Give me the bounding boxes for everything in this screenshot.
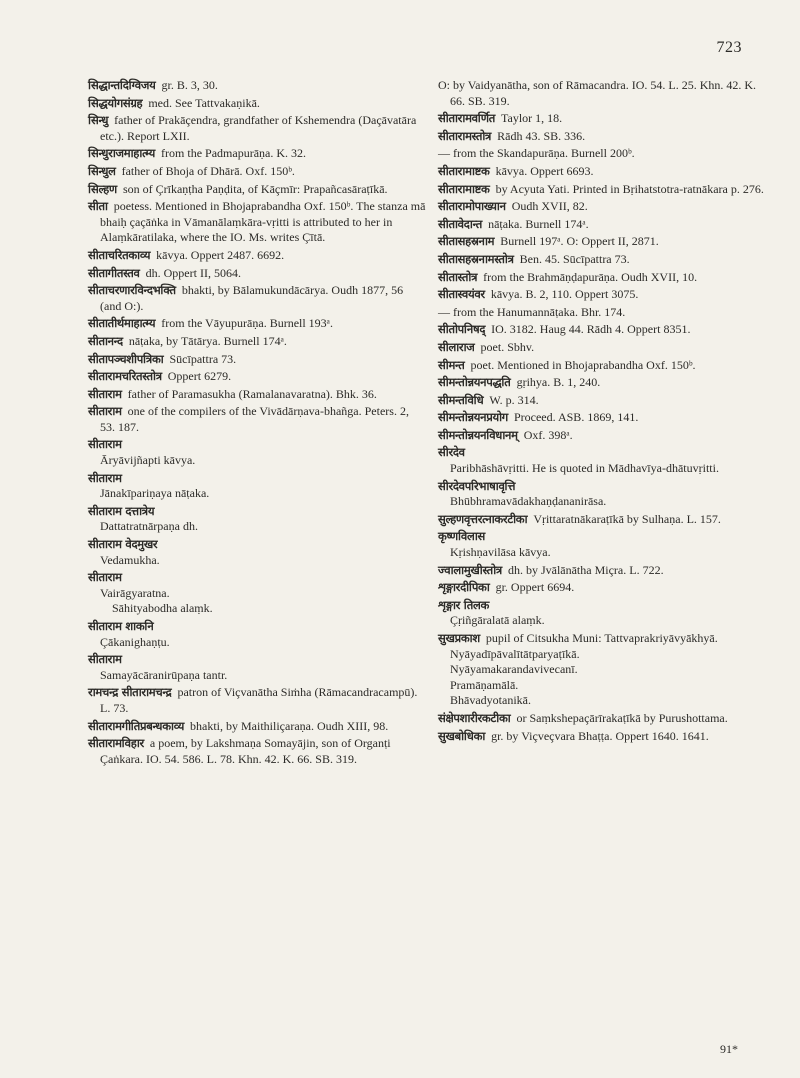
entry-text: kāvya. B. 2, 110. Oppert 3075. <box>490 287 639 302</box>
dictionary-entry <box>438 631 774 709</box>
headword: शृङ्गार तिलक <box>438 597 490 612</box>
entry-text: pupil of Citsukha Muni: Tattvaprakriyāvyākhyā. Nyāyadīpāvalītātparyaṭīkā. Nyāyamakarandavivecanī. Pramāṇamālā. Bhāvadyotanikā. <box>450 631 718 708</box>
headword: सीतातीर्थमाहात्म्य <box>88 316 156 331</box>
headword: सीतारामाष्टक <box>438 163 490 178</box>
dictionary-entry <box>438 375 774 391</box>
dictionary-entry <box>88 182 426 198</box>
entry-subtext: Vedamukha. <box>100 552 160 567</box>
headword: सीतारामवर्णित <box>438 111 495 126</box>
entry-text: Oxf. 398ᵃ. <box>523 427 573 442</box>
headword: सीतागीतस्तव <box>88 265 140 280</box>
headword: सीताराम <box>88 470 122 485</box>
dictionary-entry <box>88 387 426 403</box>
headword: सीताराम <box>88 386 122 401</box>
entry-text: Burnell 197ᵃ. O: Oppert II, 2871. <box>500 234 659 249</box>
headword: सिद्धान्तदिग्विजय <box>88 78 156 92</box>
headword: सीमन्तोन्नयनपद्धति <box>438 375 511 390</box>
entry-subtext: Çṛiñgāralatā alaṃk. <box>450 613 545 628</box>
headword: सीतासहस्रनामस्तोत्र <box>438 251 514 266</box>
signature-mark: 91* <box>720 1042 738 1057</box>
entry-text: gṛihya. B. 1, 240. <box>516 375 601 390</box>
dictionary-entry <box>438 252 774 268</box>
entry-text: from the Padmapurāṇa. K. 32. <box>161 146 307 161</box>
dictionary-entry <box>438 729 774 745</box>
headword: सीताराम दत्तात्रेय <box>88 503 155 518</box>
headword: सीतारामस्तोत्र <box>438 128 492 143</box>
entry-text: nāṭaka. Burnell 174ᵃ. <box>488 216 589 231</box>
headword: संक्षेपशारीरकटीका <box>438 710 511 725</box>
dictionary-entry <box>88 146 426 162</box>
entry-text: poet. Sbhv. <box>480 339 535 354</box>
dictionary-entry <box>438 529 774 560</box>
headword: सुल्हणवृत्तरत्नाकरटीका <box>438 511 528 526</box>
dictionary-entry <box>88 736 426 767</box>
dictionary-entry <box>88 316 426 332</box>
headword: सिल्हण <box>88 181 117 196</box>
dictionary-entry <box>88 570 426 617</box>
dictionary-entry <box>88 437 426 468</box>
dictionary-entry <box>88 352 426 368</box>
headword: सीतारामविहार <box>88 736 144 751</box>
headword: कृष्णविलास <box>438 529 485 544</box>
headword: सीमन्तोन्नयनप्रयोग <box>438 410 508 425</box>
dictionary-entry <box>438 512 774 528</box>
dictionary-entry <box>438 129 774 145</box>
headword: सुखबोधिका <box>438 728 486 743</box>
page-number: 723 <box>716 39 742 56</box>
dictionary-entry <box>438 322 774 338</box>
dictionary-entry <box>88 248 426 264</box>
dictionary-entry <box>88 652 426 683</box>
dictionary-entry <box>438 479 774 510</box>
headword: ज्वालामुखीस्तोत्र <box>438 562 502 577</box>
entry-subtext: Paribhāshāvṛitti. He is quoted in Mādhavīya-dhātuvṛitti. <box>450 461 719 476</box>
headword: सीताराम <box>88 437 122 452</box>
dictionary-entry <box>88 719 426 735</box>
entry-text: father of Prakāçendra, grandfather of Kshemendra (Daçāvatāra etc.). Report LXII. <box>100 113 417 143</box>
entry-text: one of the compilers of the Vivādārṇava-bhañga. Peters. 2, 53. 187. <box>100 404 409 434</box>
entry-subtext: Samayācāranirūpaṇa tantr. <box>100 667 228 682</box>
entry-text: kāvya. Oppert 6693. <box>495 163 594 178</box>
entry-text: Ben. 45. Sūcīpattra 73. <box>519 251 630 266</box>
entry-text: gr. Oppert 6694. <box>495 580 575 595</box>
headword: सीतास्वयंवर <box>438 287 485 302</box>
entry-text: O: by Vaidyanātha, son of Rāmacandra. IO. 54. L. 25. Khn. 42. K. 66. SB. 319. <box>438 78 757 108</box>
headword: सीताचरितकाव्य <box>88 247 151 262</box>
dictionary-entry <box>88 283 426 314</box>
headword: सीतापञ्चशीपत्रिका <box>88 351 164 366</box>
headword: सीतारामाष्टक <box>438 181 490 196</box>
headword: सीमन्तविधि <box>438 392 484 407</box>
entry-text: dh. Oppert II, 5064. <box>145 265 241 280</box>
headword: सीताराम <box>88 404 122 419</box>
right-column <box>438 78 774 746</box>
headword: सिन्धु <box>88 113 109 128</box>
dictionary-entry <box>88 78 426 94</box>
headword: रामचन्द्र सीतारामचन्द्र <box>88 685 172 700</box>
dictionary-entry <box>438 711 774 727</box>
dictionary-entry <box>438 580 774 596</box>
entry-text: patron of Viçvanātha Siṁha (Rāmacandracampū). L. 73. <box>100 685 418 715</box>
entry-text: a poem, by Lakshmaṇa Somayājin, son of Organṭi Çaṅkara. IO. 54. 586. L. 78. Khn. 42. K. 66. SB. 319. <box>100 736 391 766</box>
headword: सीतास्तोत्र <box>438 269 478 284</box>
entry-text: father of Paramasukha (Ramalanavaratna). Bhk. 36. <box>127 386 377 401</box>
entry-text: bhakti, by Maithiliçaraṇa. Oudh XIII, 98. <box>190 718 389 733</box>
dictionary-entry <box>438 182 774 198</box>
entry-text: Vṛittaratnākaraṭīkā by Sulhaṇa. L. 157. <box>533 511 721 526</box>
headword: सीरदेवपरिभाषावृत्ति <box>438 478 516 493</box>
headword: सीताराम <box>88 570 122 585</box>
entry-text: Oudh XVII, 82. <box>511 199 588 214</box>
dictionary-entry <box>88 164 426 180</box>
dictionary-entry <box>438 111 774 127</box>
entry-text: — from the Skandapurāṇa. Burnell 200ᵇ. <box>438 146 635 161</box>
dictionary-entry <box>88 619 426 650</box>
headword: सीतारामोपाख्यान <box>438 199 506 214</box>
entry-text: gr. B. 3, 30. <box>161 78 218 92</box>
dictionary-entry <box>438 428 774 444</box>
headword: सीताचरणारविन्दभक्ति <box>88 283 176 298</box>
dictionary-entry <box>88 199 426 246</box>
dictionary-entry <box>438 445 774 476</box>
headword: सीता <box>88 199 108 214</box>
headword: सिन्धुल <box>88 163 116 178</box>
dictionary-entry <box>438 563 774 579</box>
headword: सीमन्तोन्नयनविधानम् <box>438 427 518 442</box>
entry-text: by Acyuta Yati. Printed in Bṛihatstotra-ratnākara p. 276. <box>495 181 764 196</box>
entry-text: from the Brahmāṇḍapurāṇa. Oudh XVII, 10. <box>483 269 698 284</box>
dictionary-entry <box>438 393 774 409</box>
headword: सुखप्रकाश <box>438 631 480 645</box>
headword: सीरदेव <box>438 445 465 460</box>
entry-text: from the Vāyupurāṇa. Burnell 193ᵃ. <box>161 316 333 331</box>
entry-text: — from the Hanumannāṭaka. Bhr. 174. <box>438 304 626 319</box>
headword: सीताराम <box>88 652 122 667</box>
headword: सिद्धयोगसंग्रह <box>88 95 143 110</box>
entry-text: son of Çrīkaṇṭha Paṇḍita, of Kāçmīr: Prapañcasāraṭīkā. <box>122 181 388 196</box>
headword: सीमन्त <box>438 357 465 372</box>
dictionary-entry <box>88 334 426 350</box>
entry-subtext: Dattatratnārpaṇa dh. <box>100 519 198 534</box>
dictionary-entry <box>438 217 774 233</box>
headword: सीलाराज <box>438 339 475 354</box>
headword: सीतासहस्रनाम <box>438 234 495 249</box>
dictionary-entry <box>438 340 774 356</box>
entry-text: father of Bhoja of Dhārā. Oxf. 150ᵇ. <box>121 163 295 178</box>
entry-text: kāvya. Oppert 2487. 6692. <box>156 247 285 262</box>
dictionary-entry <box>438 164 774 180</box>
entry-text: med. See Tattvakaṇikā. <box>148 95 260 110</box>
entry-text: IO. 3182. Haug 44. Rādh 4. Oppert 8351. <box>491 322 691 337</box>
dictionary-entry <box>438 410 774 426</box>
headword: शृङ्गारदीपिका <box>438 580 490 595</box>
dictionary-entry <box>88 537 426 568</box>
headword: सीतारामगीतिप्रबन्धकाव्य <box>88 718 185 733</box>
entry-text: or Saṃkshepaçārīrakaṭīkā by Purushottama. <box>516 710 728 725</box>
entry-subtext: Āryāvijñapti kāvya. <box>100 453 196 468</box>
dictionary-entry <box>88 471 426 502</box>
entry-text: Sūcīpattra 73. <box>169 351 237 366</box>
entry-text: bhakti, by Bālamukundācārya. Oudh 1877, 56 (and O:). <box>100 283 404 313</box>
dictionary-entry <box>438 199 774 215</box>
entry-subtext: Çākanighaṇṭu. <box>100 634 170 649</box>
dictionary-entry <box>438 270 774 286</box>
dictionary-entry <box>88 685 426 716</box>
entry-text: W. p. 314. <box>489 392 539 407</box>
dictionary-entry <box>88 404 426 435</box>
entry-text: nāṭaka, by Tātārya. Burnell 174ᵃ. <box>128 333 287 348</box>
dictionary-entry <box>438 78 774 109</box>
dictionary-entry <box>438 598 774 629</box>
headword: सीतानन्द <box>88 333 123 348</box>
headword: सीताराम वेदमुखर <box>88 537 158 552</box>
headword: सीतोपनिषद् <box>438 322 486 337</box>
headword: सीतारामचरितस्तोत्र <box>88 369 162 384</box>
entry-text: poetess. Mentioned in Bhojaprabandha Oxf. 150ᵇ. The stanza mā bhaiḥ çaçāṅka in Vāmanālaṃkāra-vṛitti is attributed to her in Alaṃkāratilaka, where the IO. Ms. writes Çītā. <box>100 199 426 245</box>
headword: सीतावेदान्त <box>438 216 483 231</box>
entry-text: Taylor 1, 18. <box>501 111 563 126</box>
dictionary-entry <box>88 266 426 282</box>
dictionary-entry <box>438 287 774 303</box>
headword: सिन्धुराजमाहात्म्य <box>88 146 156 161</box>
dictionary-entry <box>88 504 426 535</box>
entry-subtext: Jānakīpariṇaya nāṭaka. <box>100 486 210 501</box>
entry-subtext: Vairāgyaratna. Sāhityabodha alaṃk. <box>100 585 213 616</box>
entry-text: Rādh 43. SB. 336. <box>497 128 586 143</box>
dictionary-entry <box>438 234 774 250</box>
dictionary-entry <box>88 96 426 112</box>
dictionary-entry <box>438 358 774 374</box>
entry-text: dh. by Jvālānātha Miçra. L. 722. <box>507 562 664 577</box>
dictionary-entry <box>438 146 774 162</box>
entry-text: poet. Mentioned in Bhojaprabandha Oxf. 150ᵇ. <box>470 357 696 372</box>
entry-text: gr. by Viçveçvara Bhaṭṭa. Oppert 1640. 1641. <box>491 728 709 743</box>
entry-subtext: Kṛishṇavilāsa kāvya. <box>450 545 551 560</box>
dictionary-entry <box>88 369 426 385</box>
dictionary-entry <box>88 113 426 144</box>
left-column <box>88 78 426 769</box>
entry-text: Oppert 6279. <box>167 369 232 384</box>
entry-text: Proceed. ASB. 1869, 141. <box>513 410 639 425</box>
entry-subtext: Bhūbhramavādakhaṇḍananirāsa. <box>450 494 607 509</box>
headword: सीताराम शाकनि <box>88 619 154 633</box>
dictionary-entry <box>438 305 774 321</box>
